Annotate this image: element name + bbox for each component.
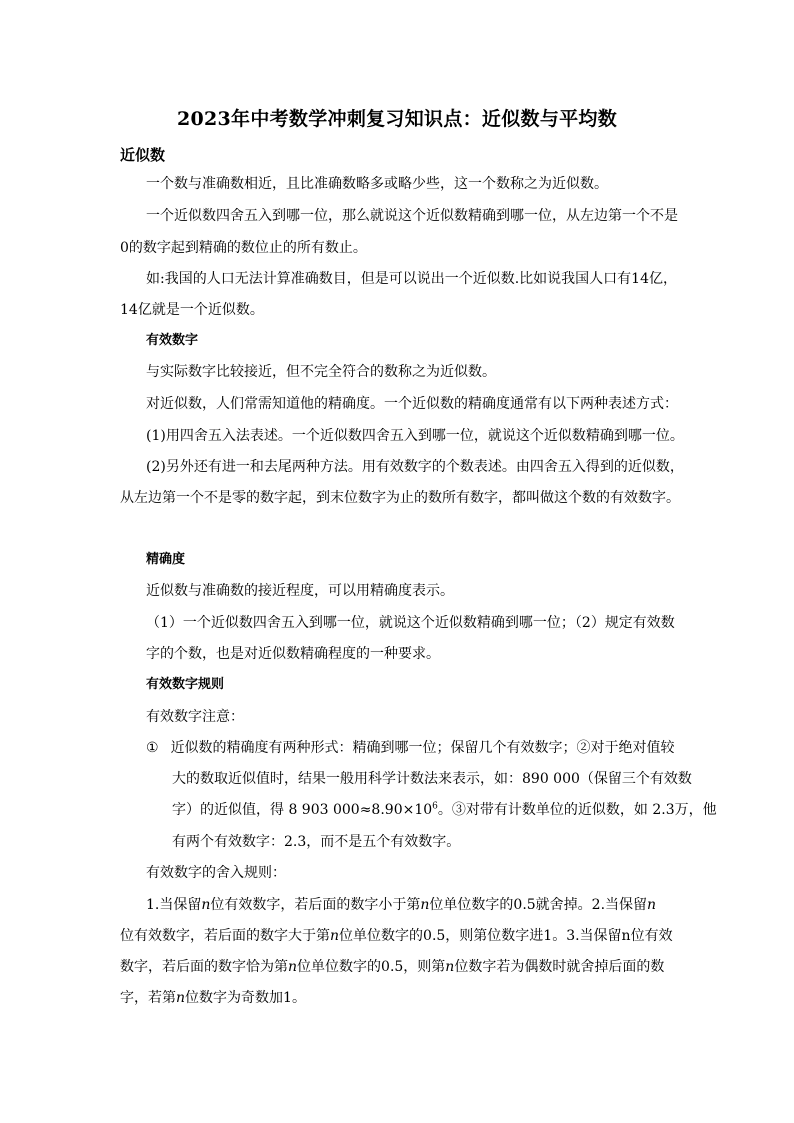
text-run: 位单位数字的0.5就舍掉。2.当保留 (429, 897, 648, 913)
paragraph-line (120, 926, 673, 946)
paragraph-line: (2)另外还有进一和去尾两种方法。用有效数字的个数表述。由四舍五入得到的近似数， (146, 459, 684, 475)
section-heading: 近似数 (120, 146, 166, 164)
math-var: n (647, 897, 657, 913)
text-run: 数字，若后面的数字恰为第 (120, 959, 288, 975)
exponent: 6 (432, 801, 438, 812)
subheading: 精确度 (146, 552, 186, 567)
paragraph-line: 近似数与准确数的接近程度，可以用精确度表示。 (146, 583, 454, 599)
paragraph-line: 0的数字起到精确的数位止的所有数止。 (120, 240, 367, 256)
subheading: 有效数字规则 (146, 677, 225, 692)
paragraph-line (146, 895, 656, 915)
paragraph-line (120, 957, 664, 977)
text-run: 位数字若为偶数时就舍掉后面的数 (454, 959, 665, 975)
list-item (146, 738, 675, 758)
document-title: 2023年中考数学冲刺复习知识点：近似数与平均数 (176, 108, 618, 130)
math-var: n (176, 990, 186, 1006)
list-item-text: 字）的近似值，得 8 903 000≈8.90×10 (172, 802, 433, 818)
list-item-line: 大的数取近似值时，结果一般用科学计数法来表示，如：890 000（保留三个有效数 (172, 771, 692, 787)
paragraph-line: （1）一个近似数四舍五入到哪一位，就说这个近似数精确到哪一位；（2）规定有效数 (146, 615, 675, 631)
paragraph-line: (1)用四舍五入法表述。一个近似数四舍五入到哪一位，就说这个近似数精确到哪一位。 (146, 428, 684, 444)
text-run: 位有效数字，若后面的数字大于第 (120, 928, 330, 944)
list-item-line (172, 800, 717, 820)
list-marker: ① (146, 740, 159, 756)
math-var: n (288, 959, 298, 975)
paragraph-line: 有效数字注意： (146, 709, 244, 725)
math-var: n (330, 928, 340, 944)
text-run: 位单位数字的0.5，则第 (297, 959, 446, 975)
text-run: 1.当保留 (146, 897, 202, 913)
text-run: 位单位数字的0.5，则第位数字进1。3.当保留n位有效 (339, 928, 673, 944)
text-run: 位数字为奇数加1。 (185, 990, 306, 1006)
text-run: 位有效数字，若后面的数字小于第 (210, 897, 421, 913)
paragraph-line: 从左边第一个不是零的数字起，到末位数字为止的数所有数字，都叫做这个数的有效数字。 (120, 490, 680, 506)
paragraph-line: 一个近似数四舍五入到哪一位，那么就说这个近似数精确到哪一位，从左边第一个不是 (146, 208, 678, 224)
subheading: 有效数字 (146, 333, 199, 348)
math-var: n (201, 897, 211, 913)
paragraph-line: 有效数字的舍入规则： (146, 865, 286, 881)
paragraph-line: 对近似数，人们常需知道他的精确度。一个近似数的精确度通常有以下两种表述方式： (146, 396, 678, 412)
paragraph-line: 与实际数字比较接近，但不完全符合的数称之为近似数。 (146, 364, 496, 380)
math-var: n (445, 959, 455, 975)
paragraph-line: 字的个数，也是对近似数精确程度的一种要求。 (146, 646, 440, 662)
paragraph-line: 如:我国的人口无法计算准确数目，但是可以说出一个近似数.比如说我国人口有14亿， (146, 271, 677, 287)
math-var: n (420, 897, 430, 913)
paragraph-line: 14亿就是一个近似数。 (120, 302, 264, 318)
list-item-text: 近似数的精确度有两种形式：精确到哪一位；保留几个有效数字；②对于绝对值较 (170, 740, 675, 756)
paragraph-line: 一个数与准确数相近，且比准确数略多或略少些，这一个数称之为近似数。 (146, 176, 608, 192)
list-item-text: 。③对带有计数单位的近似数，如 2.3万，他 (437, 802, 717, 818)
text-run: 字，若第 (120, 990, 176, 1006)
list-item-line: 有两个有效数字：2.3，而不是五个有效数字。 (172, 834, 461, 850)
paragraph-line (120, 988, 306, 1008)
